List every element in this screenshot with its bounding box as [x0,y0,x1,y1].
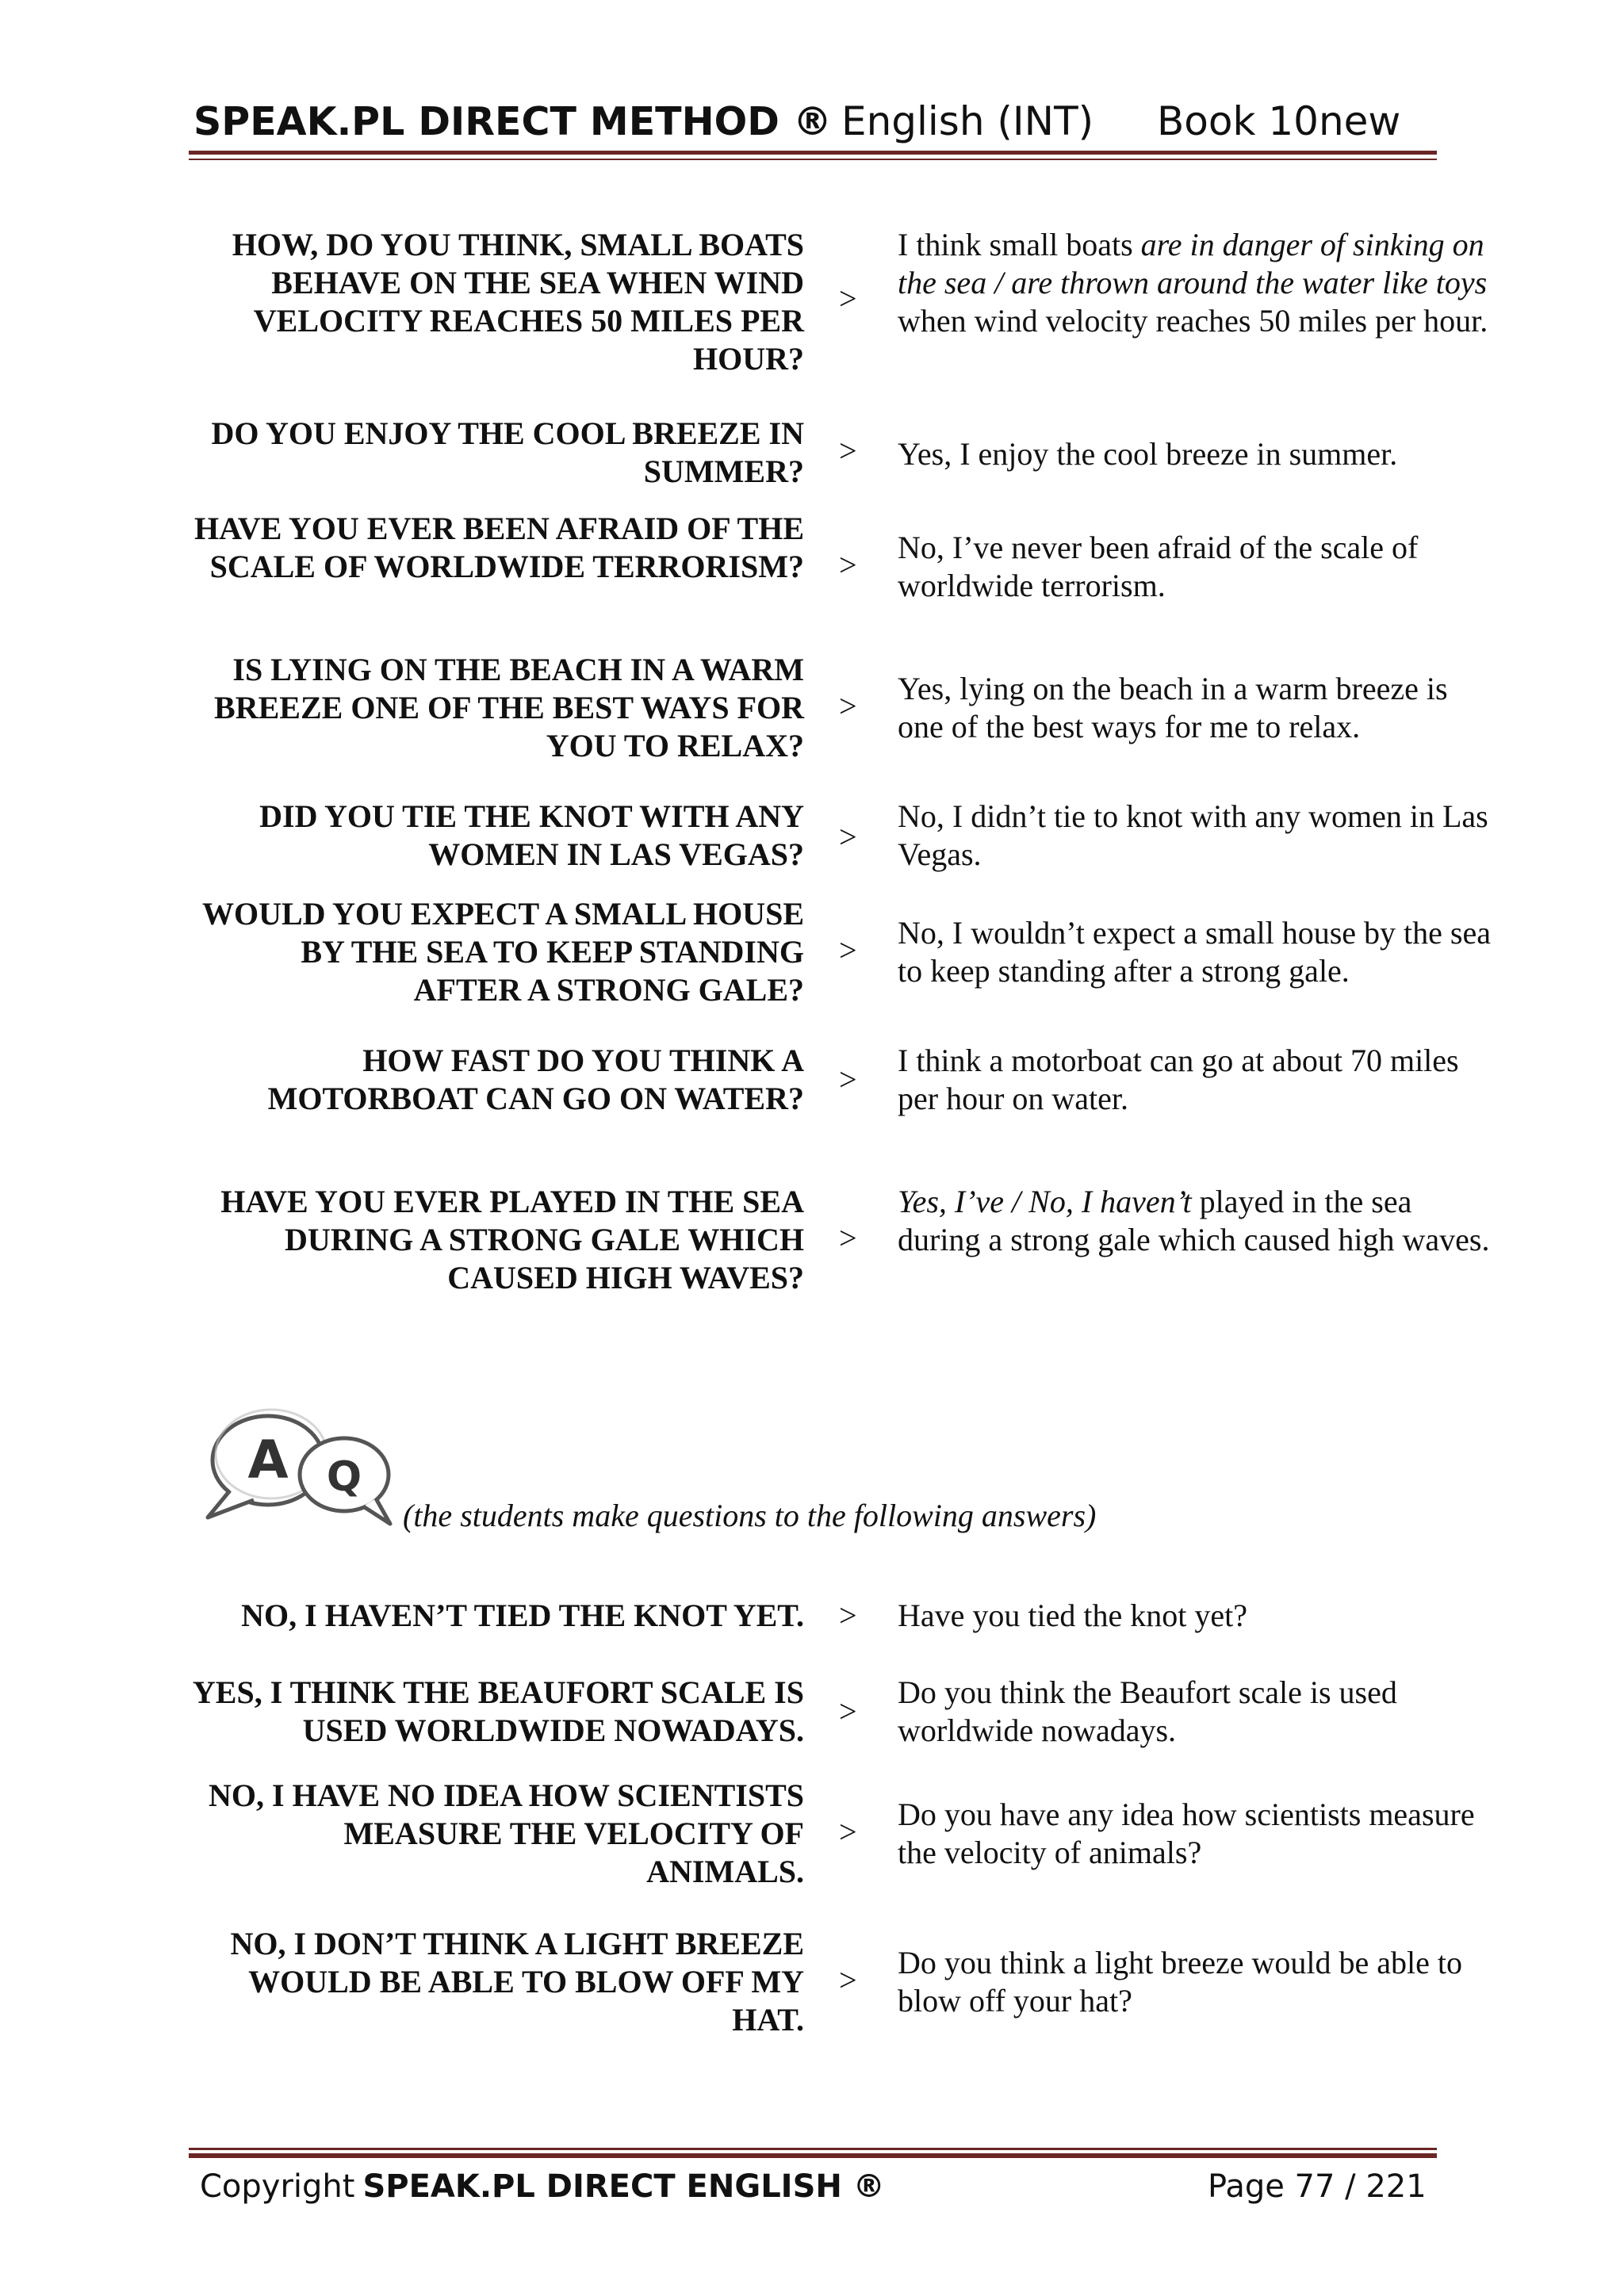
question-text: DID YOU TIE THE KNOT WITH ANY WOMEN IN LAS VEGAS? [259,798,804,872]
header-rule-thin [189,159,1437,160]
icon-letter-a: A [247,1429,289,1490]
separator-mark: > [839,1814,857,1850]
answer-text: No, I’ve never been afraid of the scale of worldwide terrorism. [898,530,1419,603]
separator-mark: > [839,547,857,583]
question-text: HOW FAST DO YOU THINK A MOTORBOAT CAN GO ON WATER? [267,1043,804,1116]
separator-mark: > [839,1693,857,1729]
footer-rule-thin [189,2148,1437,2150]
separator-mark: > [839,281,857,316]
separator-mark: > [839,1062,857,1097]
header-book: Book 10new [1157,98,1401,144]
answer-text: Yes, I enjoy the cool breeze in summer. [898,436,1398,472]
answer-question-icon [195,1405,401,1532]
question-text: IS LYING ON THE BEACH IN A WARM BREEZE ONE OF THE BEST WAYS FOR YOU TO RELAX? [214,652,804,763]
separator-mark: > [839,819,857,855]
header-rule [189,151,1437,155]
separator-mark: > [839,688,857,724]
question-text: HAVE YOU EVER PLAYED IN THE SEA DURING A STRONG GALE WHICH CAUSED HIGH WAVES? [220,1184,804,1295]
question-text: DO YOU ENJOY THE COOL BREEZE IN SUMMER? [211,415,804,489]
question-text: NO, I HAVEN’T TIED THE KNOT YET. [241,1598,804,1633]
question-text: YES, I THINK THE BEAUFORT SCALE IS USED WORLDWIDE NOWADAYS. [192,1674,804,1748]
answer-text: I think a motorboat can go at about 70 miles per hour on water. [898,1043,1459,1116]
question-text: HOW, DO YOU THINK, SMALL BOATS BEHAVE ON THE SEA WHEN WIND VELOCITY REACHES 50 MILES PER HOUR? [232,227,804,377]
separator-mark: > [839,1598,857,1633]
answer-text: Do you think the Beaufort scale is used worldwide nowadays. [898,1674,1397,1748]
page-number: Page 77 / 221 [1208,2168,1427,2205]
instruction-text: (the students make questions to the following answers) [403,1498,1097,1533]
answer-text: Do you think a light breeze would be able to blow off your hat? [898,1945,1463,2019]
question-text: NO, I HAVE NO IDEA HOW SCIENTISTS MEASURE THE VELOCITY OF ANIMALS. [209,1777,804,1889]
footer-copyright-label: Copyright [200,2168,355,2205]
question-text: HAVE YOU EVER BEEN AFRAID OF THE SCALE OF WORLDWIDE TERRORISM? [193,511,804,584]
page-header [193,94,1438,149]
icon-letter-q: Q [326,1453,362,1501]
answer-text: No, I wouldn’t expect a small house by the sea to keep standing after a strong gale. [898,915,1491,989]
question-text: NO, I DON’T THINK A LIGHT BREEZE WOULD BE ABLE TO BLOW OFF MY HAT. [230,1926,804,2038]
answer-text: Yes, I’ve / No, I haven’t played in the sea during a strong gale which caused high waves. [898,1184,1490,1257]
separator-mark: > [839,1962,857,1998]
separator-mark: > [839,1220,857,1256]
separator-mark: > [839,932,857,968]
footer-copyright [200,2163,885,2210]
header-brand: SPEAK.PL DIRECT METHOD ® [193,99,832,144]
answer-text: Have you tied the knot yet? [898,1598,1247,1633]
separator-mark: > [839,433,857,469]
question-text: WOULD YOU EXPECT A SMALL HOUSE BY THE SEA TO KEEP STANDING AFTER A STRONG GALE? [201,896,804,1008]
answer-text: Yes, lying on the beach in a warm breeze is one of the best ways for me to relax. [898,671,1448,744]
header-level: English (INT) [841,98,1094,144]
answer-text: No, I didn’t tie to knot with any women in Las Vegas. [898,798,1488,872]
footer-rule [189,2153,1437,2158]
footer-brand: SPEAK.PL DIRECT ENGLISH ® [362,2168,885,2205]
answer-text: I think small boats are in danger of sinking on the sea / are thrown around the water like toys when wind velocity reaches 50 miles per hour. [898,227,1488,339]
answer-text: Do you have any idea how scientists measure the velocity of animals? [898,1797,1475,1870]
